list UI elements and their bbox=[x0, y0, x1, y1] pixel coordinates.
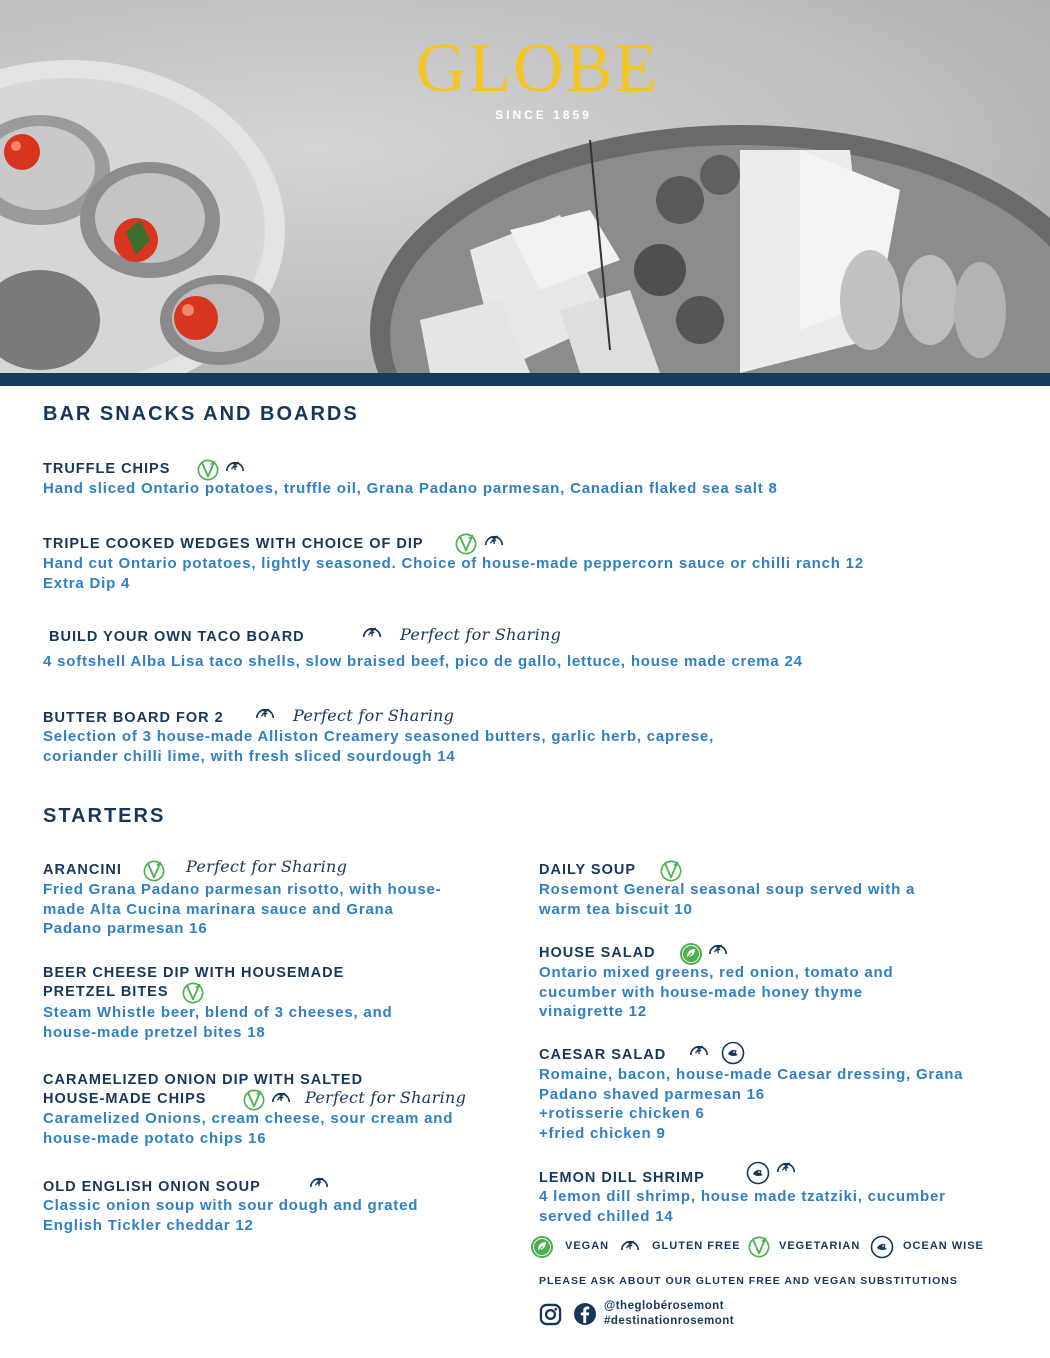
gluten-free-icon bbox=[308, 1173, 330, 1190]
section-title-starters: STARTERS bbox=[43, 805, 166, 827]
legend-vegetarian: VEGETARIAN bbox=[779, 1240, 861, 1252]
tag-perfect-for-sharing: Perfect for Sharing bbox=[293, 706, 455, 725]
legend-ocean-wise: OCEAN WISE bbox=[903, 1240, 984, 1252]
vegetarian-icon bbox=[182, 982, 204, 1004]
ocean-wise-icon bbox=[870, 1235, 894, 1259]
item-desc-old-english-onion-soup: Classic onion soup with sour dough and grated English Tickler cheddar 12 bbox=[43, 1197, 419, 1234]
gluten-free-icon bbox=[224, 457, 246, 474]
item-desc-truffle-chips: Hand sliced Ontario potatoes, truffle oil, Grana Padano parmesan, Canadian flaked sea salt 8 bbox=[43, 480, 778, 497]
item-desc-daily-soup: Rosemont General seasonal soup served with a warm tea biscuit 10 bbox=[539, 881, 916, 918]
item-name-caesar-salad: CAESAR SALAD bbox=[539, 1047, 667, 1063]
substitutions-note: PLEASE ASK ABOUT OUR GLUTEN FREE AND VEGAN SUBSTITUTIONS bbox=[539, 1275, 958, 1287]
legend-gluten-free: GLUTEN FREE bbox=[652, 1240, 741, 1252]
gluten-free-icon bbox=[707, 940, 729, 957]
item-name-truffle-chips: TRUFFLE CHIPS bbox=[43, 461, 171, 477]
gluten-free-icon bbox=[254, 704, 276, 721]
item-desc-caesar-salad: Romaine, bacon, house-made Caesar dressing, Grana Padano shaved parmesan 16 +rotisserie chicken 6 +fried chicken 9 bbox=[539, 1066, 964, 1142]
vegan-icon bbox=[530, 1235, 554, 1259]
vegetarian-icon bbox=[197, 459, 219, 481]
instagram-icon[interactable] bbox=[539, 1303, 562, 1326]
tag-perfect-for-sharing: Perfect for Sharing bbox=[400, 625, 562, 644]
item-name-butter-board: BUTTER BOARD FOR 2 bbox=[43, 710, 224, 726]
item-desc-triple-cooked-wedges: Hand cut Ontario potatoes, lightly seasoned. Choice of house-made peppercorn sauce or chilli ranch 12 Extra Dip 4 bbox=[43, 555, 864, 592]
header-divider-bar bbox=[0, 373, 1050, 386]
item-name-lemon-dill-shrimp: LEMON DILL SHRIMP bbox=[539, 1170, 705, 1186]
item-desc-butter-board: Selection of 3 house-made Alliston Creamery seasoned butters, garlic herb, caprese, coriander chilli lime, with fresh sliced sourdough 14 bbox=[43, 728, 715, 765]
vegetarian-icon bbox=[455, 533, 477, 555]
facebook-icon[interactable] bbox=[573, 1302, 597, 1326]
ocean-wise-icon bbox=[746, 1161, 770, 1185]
gluten-free-icon bbox=[361, 623, 383, 640]
brand-since: SINCE 1859 bbox=[495, 108, 592, 122]
item-name-taco-board: BUILD YOUR OWN TACO BOARD bbox=[49, 629, 305, 645]
gluten-free-icon bbox=[483, 531, 505, 548]
brand-logo: GLOBE bbox=[415, 30, 660, 107]
tag-perfect-for-sharing: Perfect for Sharing bbox=[186, 857, 348, 876]
item-desc-beer-cheese-dip: Steam Whistle beer, blend of 3 cheeses, and house-made pretzel bites 18 bbox=[43, 1004, 393, 1041]
gluten-free-icon bbox=[619, 1236, 641, 1253]
item-name-old-english-onion-soup: OLD ENGLISH ONION SOUP bbox=[43, 1179, 261, 1195]
item-name-house-salad: HOUSE SALAD bbox=[539, 945, 656, 961]
item-name-beer-cheese-dip: BEER CHEESE DIP WITH HOUSEMADE PRETZEL BITES bbox=[43, 965, 345, 1000]
item-desc-arancini: Fried Grana Padano parmesan risotto, with house- made Alta Cucina marinara sauce and Grana Padano parmesan 16 bbox=[43, 881, 442, 937]
social-hashtag: #destinationrosemont bbox=[604, 1315, 735, 1327]
vegetarian-icon bbox=[748, 1236, 770, 1258]
legend-vegan: VEGAN bbox=[565, 1240, 610, 1252]
gluten-free-icon bbox=[775, 1158, 797, 1175]
item-desc-lemon-dill-shrimp: 4 lemon dill shrimp, house made tzatziki, cucumber served chilled 14 bbox=[539, 1188, 946, 1225]
vegetarian-icon bbox=[660, 860, 682, 882]
ocean-wise-icon bbox=[721, 1041, 745, 1065]
item-name-caramelized-onion-dip: CARAMELIZED ONION DIP WITH SALTED HOUSE-MADE CHIPS bbox=[43, 1072, 364, 1107]
vegetarian-icon bbox=[243, 1089, 265, 1111]
gluten-free-icon bbox=[270, 1088, 292, 1105]
item-name-daily-soup: DAILY SOUP bbox=[539, 862, 637, 878]
item-desc-caramelized-onion-dip: Caramelized Onions, cream cheese, sour cream and house-made potato chips 16 bbox=[43, 1110, 454, 1147]
item-desc-house-salad: Ontario mixed greens, red onion, tomato and cucumber with house-made honey thyme vinaigrette 12 bbox=[539, 964, 894, 1020]
vegetarian-icon bbox=[143, 860, 165, 882]
tag-perfect-for-sharing: Perfect for Sharing bbox=[305, 1088, 467, 1107]
item-desc-taco-board: 4 softshell Alba Lisa taco shells, slow braised beef, pico de gallo, lettuce, house made crema 24 bbox=[43, 653, 803, 670]
social-handle: @theglobérosemont bbox=[604, 1300, 725, 1312]
item-name-arancini: ARANCINI bbox=[43, 862, 122, 878]
item-name-triple-cooked-wedges: TRIPLE COOKED WEDGES WITH CHOICE OF DIP bbox=[43, 536, 424, 552]
section-title-bar-snacks: BAR SNACKS AND BOARDS bbox=[43, 403, 359, 425]
gluten-free-icon bbox=[688, 1041, 710, 1058]
